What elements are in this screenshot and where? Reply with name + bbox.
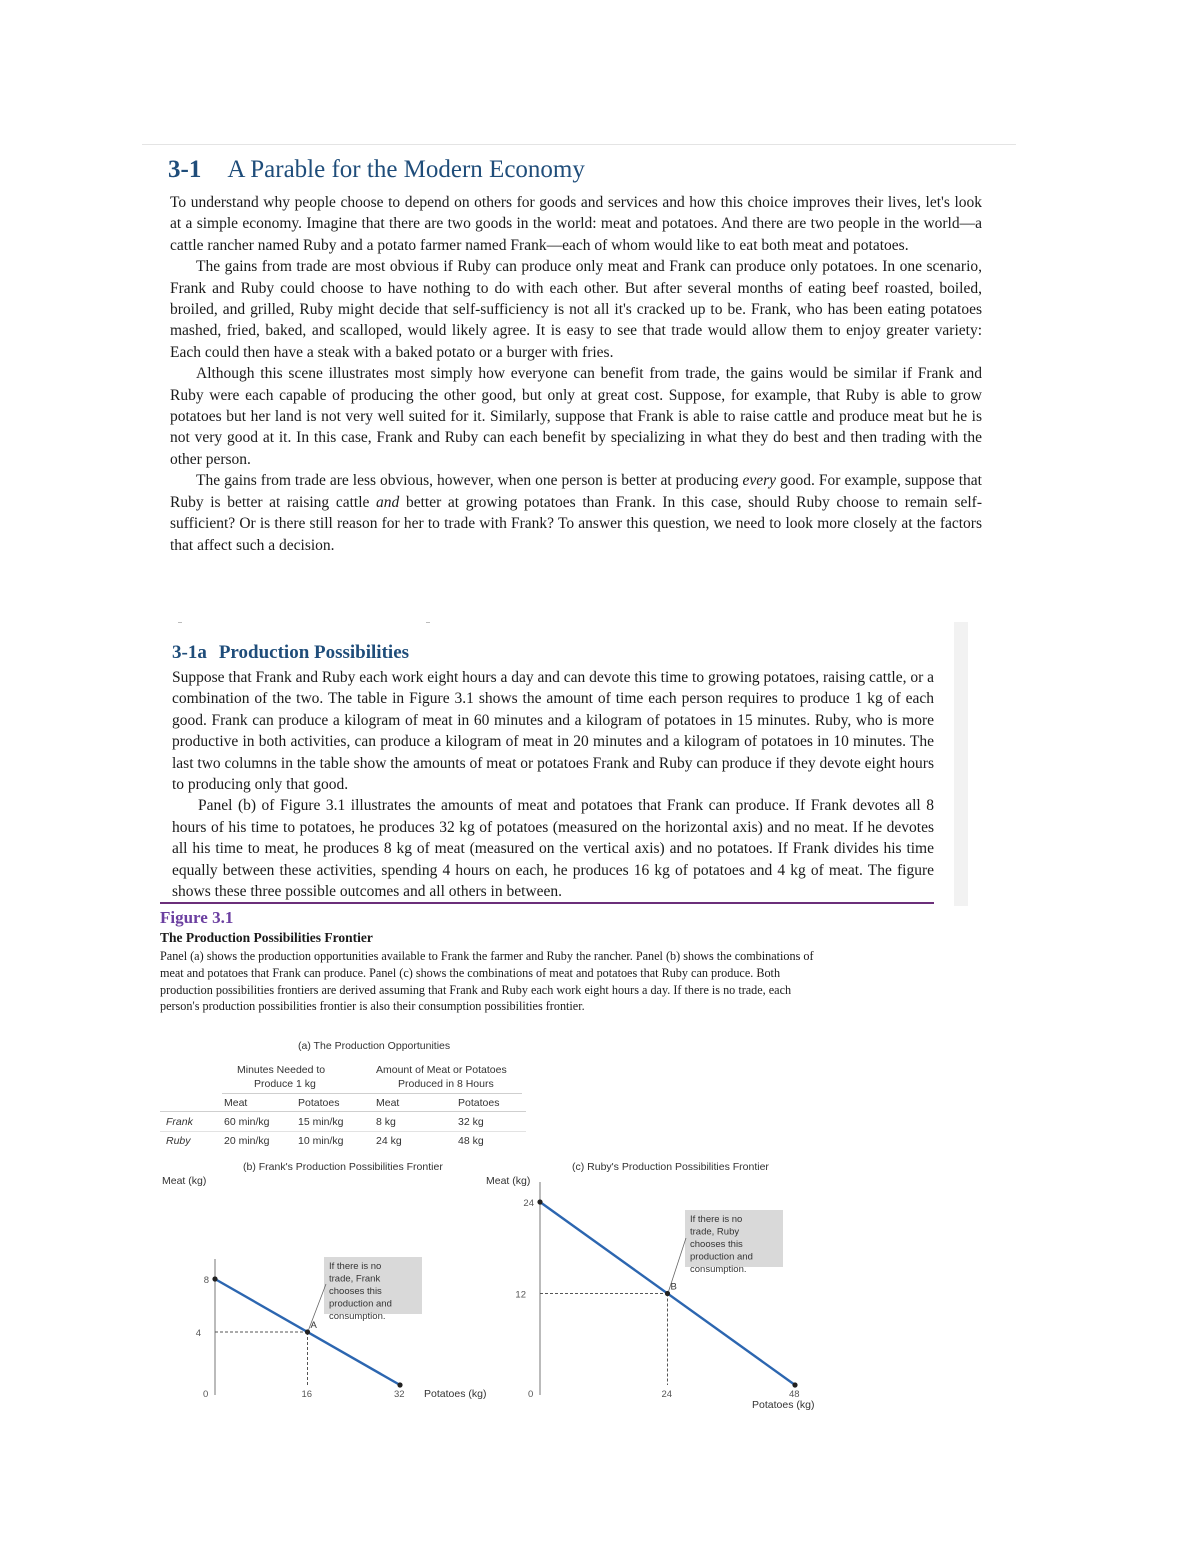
table-cell: 15 min/kg: [298, 1116, 344, 1128]
table-group-header: Produce 1 kg: [254, 1078, 316, 1090]
table-cell: 8 kg: [376, 1116, 396, 1128]
x-tick-label: 0: [203, 1389, 209, 1400]
paragraph: To understand why people choose to depend on others for goods and services and how this choice improves their lives, let's look at a simple economy. Imagine that there are two goods in the world: meat and potatoes. And there are two people in the world—a cattle rancher named Ruby and a potato farmer named Frank—each of whom would like to eat both meat and potatoes.: [170, 194, 982, 254]
y-axis-label: Meat (kg): [162, 1175, 207, 1187]
data-point: [397, 1382, 402, 1387]
annotation-text: trade, Frank: [329, 1273, 381, 1285]
table-cell: 20 min/kg: [224, 1135, 270, 1147]
x-axis-label: Potatoes (kg): [752, 1399, 815, 1411]
paragraph-text: The gains from trade are less obvious, however, when one person is better at producing: [196, 472, 743, 490]
paragraph-text: better at growing potatoes than Frank. In this case, should Ruby choose to remain self-sufficient? Or is there still reason for her to trade with Frank? To answer this question, we need to look more closely at the factors that affect such a decision.: [170, 493, 982, 554]
x-tick-label: 32: [394, 1389, 405, 1400]
annotation-text: production and: [329, 1298, 392, 1310]
paragraph: Panel (b) of Figure 3.1 illustrates the amounts of meat and potatoes that Frank can produce. If Frank devotes all 8 hours of his time to potatoes, he produces 32 kg of potatoes (measured on the horizontal axis) and no meat. If he devotes all his time to meat, he produces 8 kg of meat (measured on the vertical axis) and no potatoes. If Frank divides his time equally between these activities, spending 4 hours on each, he produces 16 kg of potatoes and 4 kg of meat. The figure shows these three possible outcomes and all others in between.: [172, 797, 934, 901]
row-label: Frank: [166, 1116, 193, 1128]
y-tick-label: 24: [523, 1198, 534, 1209]
point-label: B: [670, 1281, 677, 1293]
table-cell: 24 kg: [376, 1135, 402, 1147]
data-point: [665, 1291, 670, 1296]
y-tick-label: 12: [515, 1289, 526, 1301]
row-label: Ruby: [166, 1135, 191, 1147]
annotation-text: chooses this: [329, 1286, 382, 1297]
annotation-text: consumption.: [329, 1311, 386, 1322]
y-tick-label: 8: [203, 1275, 209, 1286]
table-cell: 48 kg: [458, 1135, 484, 1147]
table-cell: 10 min/kg: [298, 1135, 344, 1147]
paragraph: Although this scene illustrates most simply how everyone can benefit from trade, the gains would be similar if Frank and Ruby were each capable of producing the other good, but only at great cost. Suppose, for example, that Ruby is able to grow potatoes but her land is not very well suited for it. Similarly, suppose that Frank is able to raise cattle and produce meat but he is not very good at it. In this case, Frank and Ruby can each benefit by specializing in what they do best and then trading with the other person.: [170, 365, 982, 468]
column-header: Potatoes: [298, 1097, 340, 1109]
figure-title: The Production Possibilities Frontier: [160, 930, 373, 945]
data-point: [212, 1276, 217, 1281]
annotation-text: trade, Ruby: [690, 1226, 740, 1238]
figure-caption: Panel (a) shows the production opportunities available to Frank the farmer and Ruby the rancher. Panel (b) shows the combinations of meat and potatoes that Frank can produce. Panel (c) shows the combinations of meat and potatoes that Ruby can produce. Both production possibilities frontiers are derived assuming that Frank and Ruby each work eight hours a day. If there is no trade, each person's production possibilities frontier is also their consumption possibilities frontier.: [160, 949, 814, 1014]
table-group-header: Minutes Needed to: [237, 1064, 326, 1076]
subsection-title: Production Possibilities: [218, 642, 410, 663]
table-group-header: Produced in 8 Hours: [398, 1078, 494, 1090]
annotation-leader: [669, 1238, 687, 1292]
annotation-text: If there is no: [329, 1261, 382, 1272]
data-point: [305, 1329, 310, 1334]
table-title: (a) The Production Opportunities: [298, 1040, 451, 1052]
emphasis: every: [742, 472, 777, 490]
section-number: 3-1: [168, 156, 202, 183]
annotation-text: chooses this: [690, 1239, 743, 1250]
paragraph-text: good. For example, suppose that Ruby is better at raising cattle: [170, 472, 982, 511]
x-axis-label: Potatoes (kg): [424, 1388, 487, 1400]
column-header: Meat: [224, 1097, 248, 1109]
chart-title: (c) Ruby's Production Possibilities Frontier: [572, 1161, 769, 1173]
annotation-text: production and: [690, 1251, 753, 1263]
point-label: A: [310, 1320, 317, 1331]
emphasis: and: [376, 493, 400, 511]
y-tick-label: 4: [195, 1328, 201, 1339]
x-tick-label: 0: [528, 1389, 534, 1400]
data-point: [792, 1382, 797, 1387]
table-cell: 32 kg: [458, 1116, 484, 1128]
chart-title: (b) Frank's Production Possibilities Frontier: [243, 1161, 443, 1173]
annotation-leader: [309, 1284, 327, 1330]
x-tick-label: 48: [789, 1389, 800, 1400]
y-axis-label: Meat (kg): [486, 1175, 531, 1187]
table-cell: 60 min/kg: [224, 1116, 270, 1128]
figure-label: Figure 3.1: [160, 908, 234, 927]
subsection-number: 3-1a: [172, 642, 207, 663]
column-header: Potatoes: [458, 1097, 500, 1109]
paragraph: The gains from trade are most obvious if Ruby can produce only meat and Frank can produce only potatoes. In one scenario, Frank and Ruby could choose to have nothing to do with each other. But after several months of eating beef roasted, boiled, broiled, and grilled, Ruby might decide that self-sufficiency is not all it's cracked up to be. Frank, who has been eating potatoes mashed, fried, baked, and scalloped, would likely agree. It is easy to see that trade would allow them to enjoy greater variety: Each could then have a steak with a baked potato or a burger with fries.: [170, 258, 982, 361]
table-group-header: Amount of Meat or Potatoes: [376, 1064, 507, 1076]
section-title: A Parable for the Modern Economy: [227, 156, 585, 183]
paragraph: Suppose that Frank and Ruby each work eight hours a day and can devote this time to growing potatoes, raising cattle, or a combination of the two. The table in Figure 3.1 shows the amount of time each person requires to produce 1 kg of each good. Frank can produce a kilogram of meat in 60 minutes and a kilogram of potatoes in 15 minutes. Ruby, who is more productive in both activities, can produce a kilogram of meat in 20 minutes and a kilogram of potatoes in 10 minutes. The last two columns in the table show the amounts of meat or potatoes Frank and Ruby can produce if they devote eight hours to producing only that good.: [172, 669, 934, 794]
data-point: [537, 1199, 542, 1204]
x-tick-label: 24: [661, 1389, 673, 1400]
column-header: Meat: [376, 1097, 400, 1109]
annotation-text: If there is no: [690, 1214, 743, 1225]
annotation-text: consumption.: [690, 1264, 747, 1275]
x-tick-label: 16: [301, 1389, 313, 1400]
